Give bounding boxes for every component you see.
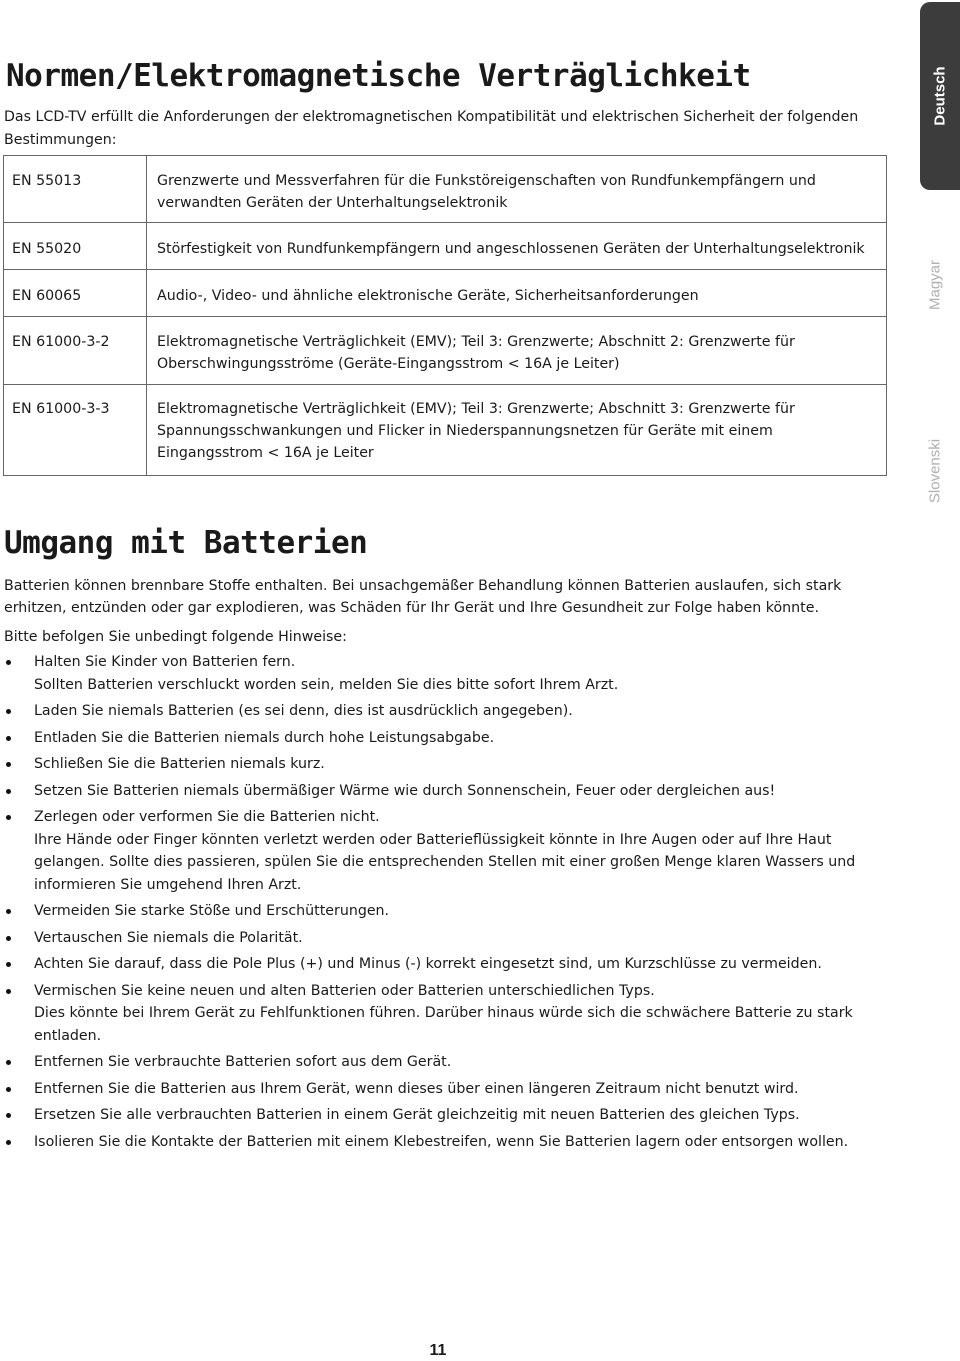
list-item [4, 1051, 884, 1074]
list-item-line: Achten Sie darauf, dass die Pole Plus (+) und Minus (-) korrekt eingesetzt sind, um Kurzschlüsse zu vermeiden. [34, 956, 822, 972]
list-item [4, 806, 884, 896]
bullet-icon [6, 962, 11, 967]
bullet-icon [6, 1087, 11, 1092]
bullet-icon [6, 936, 11, 941]
list-item-line: Halten Sie Kinder von Batterien fern. [34, 654, 296, 670]
norm-code: EN 60065 [4, 270, 147, 317]
bullet-icon [6, 660, 11, 665]
list-item-line: Ersetzen Sie alle verbrauchten Batterien in einem Gerät gleichzeitig mit neuen Batterien des gleichen Typs. [34, 1107, 800, 1123]
list-item-line: Vermischen Sie keine neuen und alten Batterien oder Batterien unterschiedlichen Typs. [34, 982, 655, 999]
list-item-line: entladen. [34, 1027, 102, 1044]
section-title-normen: Normen/Elektromagnetische Verträglichkeit [6, 58, 751, 94]
bullet-icon [6, 815, 11, 820]
list-item-line: Ihre Hände oder Finger könnten verletzt werden oder Batterieflüssigkeit könnte in Ihre Augen oder auf Ihre Haut [34, 831, 832, 848]
norm-description [147, 317, 887, 385]
norms-table [3, 155, 887, 476]
norm-description [147, 156, 887, 223]
bullet-icon [6, 736, 11, 741]
bullet-icon [6, 1140, 11, 1145]
norm-description [147, 270, 887, 317]
desc-line: Grenzwerte und Messverfahren für die Funkstöreigenschaften von Rundfunkempfängern und [157, 173, 816, 189]
bullet-icon [6, 1113, 11, 1118]
desc-line: Störfestigkeit von Rundfunkempfängern und angeschlossenen Geräten der Unterhaltungselektronik [157, 241, 865, 257]
bullet-icon [6, 709, 11, 714]
list-item [4, 927, 884, 950]
bullet-icon [6, 909, 11, 914]
norm-code: EN 61000-3-2 [4, 317, 147, 385]
page-number: 11 [429, 1342, 447, 1359]
battery-warning-paragraph [4, 575, 884, 619]
list-item-line: Entfernen Sie die Batterien aus Ihrem Gerät, wenn dieses über einen längeren Zeitraum nicht benutzt wird. [34, 1080, 799, 1097]
language-tab-magyar[interactable]: Magyar [926, 259, 944, 311]
desc-line: Oberschwingungsströme (Geräte-Eingangsstrom < 16A je Leiter) [157, 356, 620, 372]
battery-instructions-list [4, 651, 884, 1157]
norm-code: EN 55013 [4, 156, 147, 223]
table-row [4, 223, 887, 270]
bullet-icon [6, 762, 11, 767]
list-item-line: Schließen Sie die Batterien niemals kurz. [34, 756, 325, 772]
instructions-intro: Bitte befolgen Sie unbedingt folgende Hinweise: [4, 629, 347, 645]
table-row [4, 270, 887, 317]
paragraph-line: Batterien können brennbare Stoffe enthalten. Bei unsachgemäßer Behandlung können Batterien auslaufen, sich stark [4, 578, 842, 594]
table-row [4, 385, 887, 476]
list-item-line: informieren Sie umgehend Ihren Arzt. [34, 876, 302, 893]
list-item [4, 980, 884, 1048]
list-item-line: gelangen. Sollte dies passieren, spülen Sie die entsprechenden Stellen mit einer großen Menge klaren Wassers und [34, 854, 856, 870]
list-item [4, 700, 884, 723]
list-item [4, 651, 884, 696]
desc-line: Elektromagnetische Verträglichkeit (EMV); Teil 3: Grenzwerte; Abschnitt 2: Grenzwerte für [157, 334, 795, 350]
list-item [4, 900, 884, 923]
desc-line: Audio-, Video- und ähnliche elektronische Geräte, Sicherheitsanforderungen [157, 288, 699, 304]
list-item [4, 727, 884, 750]
bullet-icon [6, 789, 11, 794]
norm-description [147, 385, 887, 476]
list-item-line: Sollten Batterien verschluckt worden sein, melden Sie dies bitte sofort Ihrem Arzt. [34, 676, 619, 693]
list-item-line: Setzen Sie Batterien niemals übermäßiger Wärme wie durch Sonnenschein, Feuer oder dergleichen aus! [34, 782, 776, 799]
list-item-line: Laden Sie niemals Batterien (es sei denn, dies ist ausdrücklich angegeben). [34, 703, 573, 719]
section-title-batterien: Umgang mit Batterien [4, 525, 368, 561]
table-row [4, 317, 887, 385]
paragraph-line: erhitzen, entzünden oder gar explodieren, was Schäden für Ihr Gerät und Ihre Gesundheit zur Folge haben könnte. [4, 600, 819, 616]
list-item [4, 1078, 884, 1101]
desc-line: Spannungsschwankungen und Flicker in Niederspannungsnetzen für Geräte mit einem [157, 423, 773, 439]
list-item [4, 1131, 884, 1154]
list-item-line: Dies könnte bei Ihrem Gerät zu Fehlfunktionen führen. Darüber hinaus würde sich die schwächere Batterie zu stark [34, 1005, 853, 1021]
norm-code: EN 55020 [4, 223, 147, 270]
list-item [4, 780, 884, 803]
desc-line: verwandten Geräten der Unterhaltungselektronik [157, 195, 508, 211]
list-item [4, 753, 884, 776]
bullet-icon [6, 1060, 11, 1065]
desc-line: Elektromagnetische Verträglichkeit (EMV); Teil 3: Grenzwerte; Abschnitt 3: Grenzwerte für [157, 401, 795, 417]
list-item-line: Zerlegen oder verformen Sie die Batterien nicht. [34, 809, 380, 825]
list-item [4, 1104, 884, 1127]
list-item-line: Vermeiden Sie starke Stöße und Erschütterungen. [34, 903, 390, 919]
intro-paragraph: Das LCD-TV erfüllt die Anforderungen der elektromagnetischen Kompatibilität und elektrischen Sicherheit der folgenden Bestimmungen: [4, 109, 859, 148]
table-row [4, 156, 887, 223]
list-item [4, 953, 884, 976]
desc-line: Eingangsstrom < 16A je Leiter [157, 445, 374, 461]
list-item-line: Isolieren Sie die Kontakte der Batterien mit einem Klebestreifen, wenn Sie Batterien lagern oder entsorgen wollen. [34, 1133, 849, 1150]
norm-description [147, 223, 887, 270]
language-tab-label: Deutsch [931, 66, 949, 126]
bullet-icon [6, 989, 11, 994]
list-item-line: Entfernen Sie verbrauchte Batterien sofort aus dem Gerät. [34, 1054, 452, 1070]
language-tab-deutsch[interactable] [920, 2, 960, 190]
norm-code: EN 61000-3-3 [4, 385, 147, 476]
language-tab-slovenski[interactable]: Slovenski [926, 438, 944, 504]
list-item-line: Vertauschen Sie niemals die Polarität. [34, 929, 303, 946]
list-item-line: Entladen Sie die Batterien niemals durch hohe Leistungsabgabe. [34, 729, 495, 746]
